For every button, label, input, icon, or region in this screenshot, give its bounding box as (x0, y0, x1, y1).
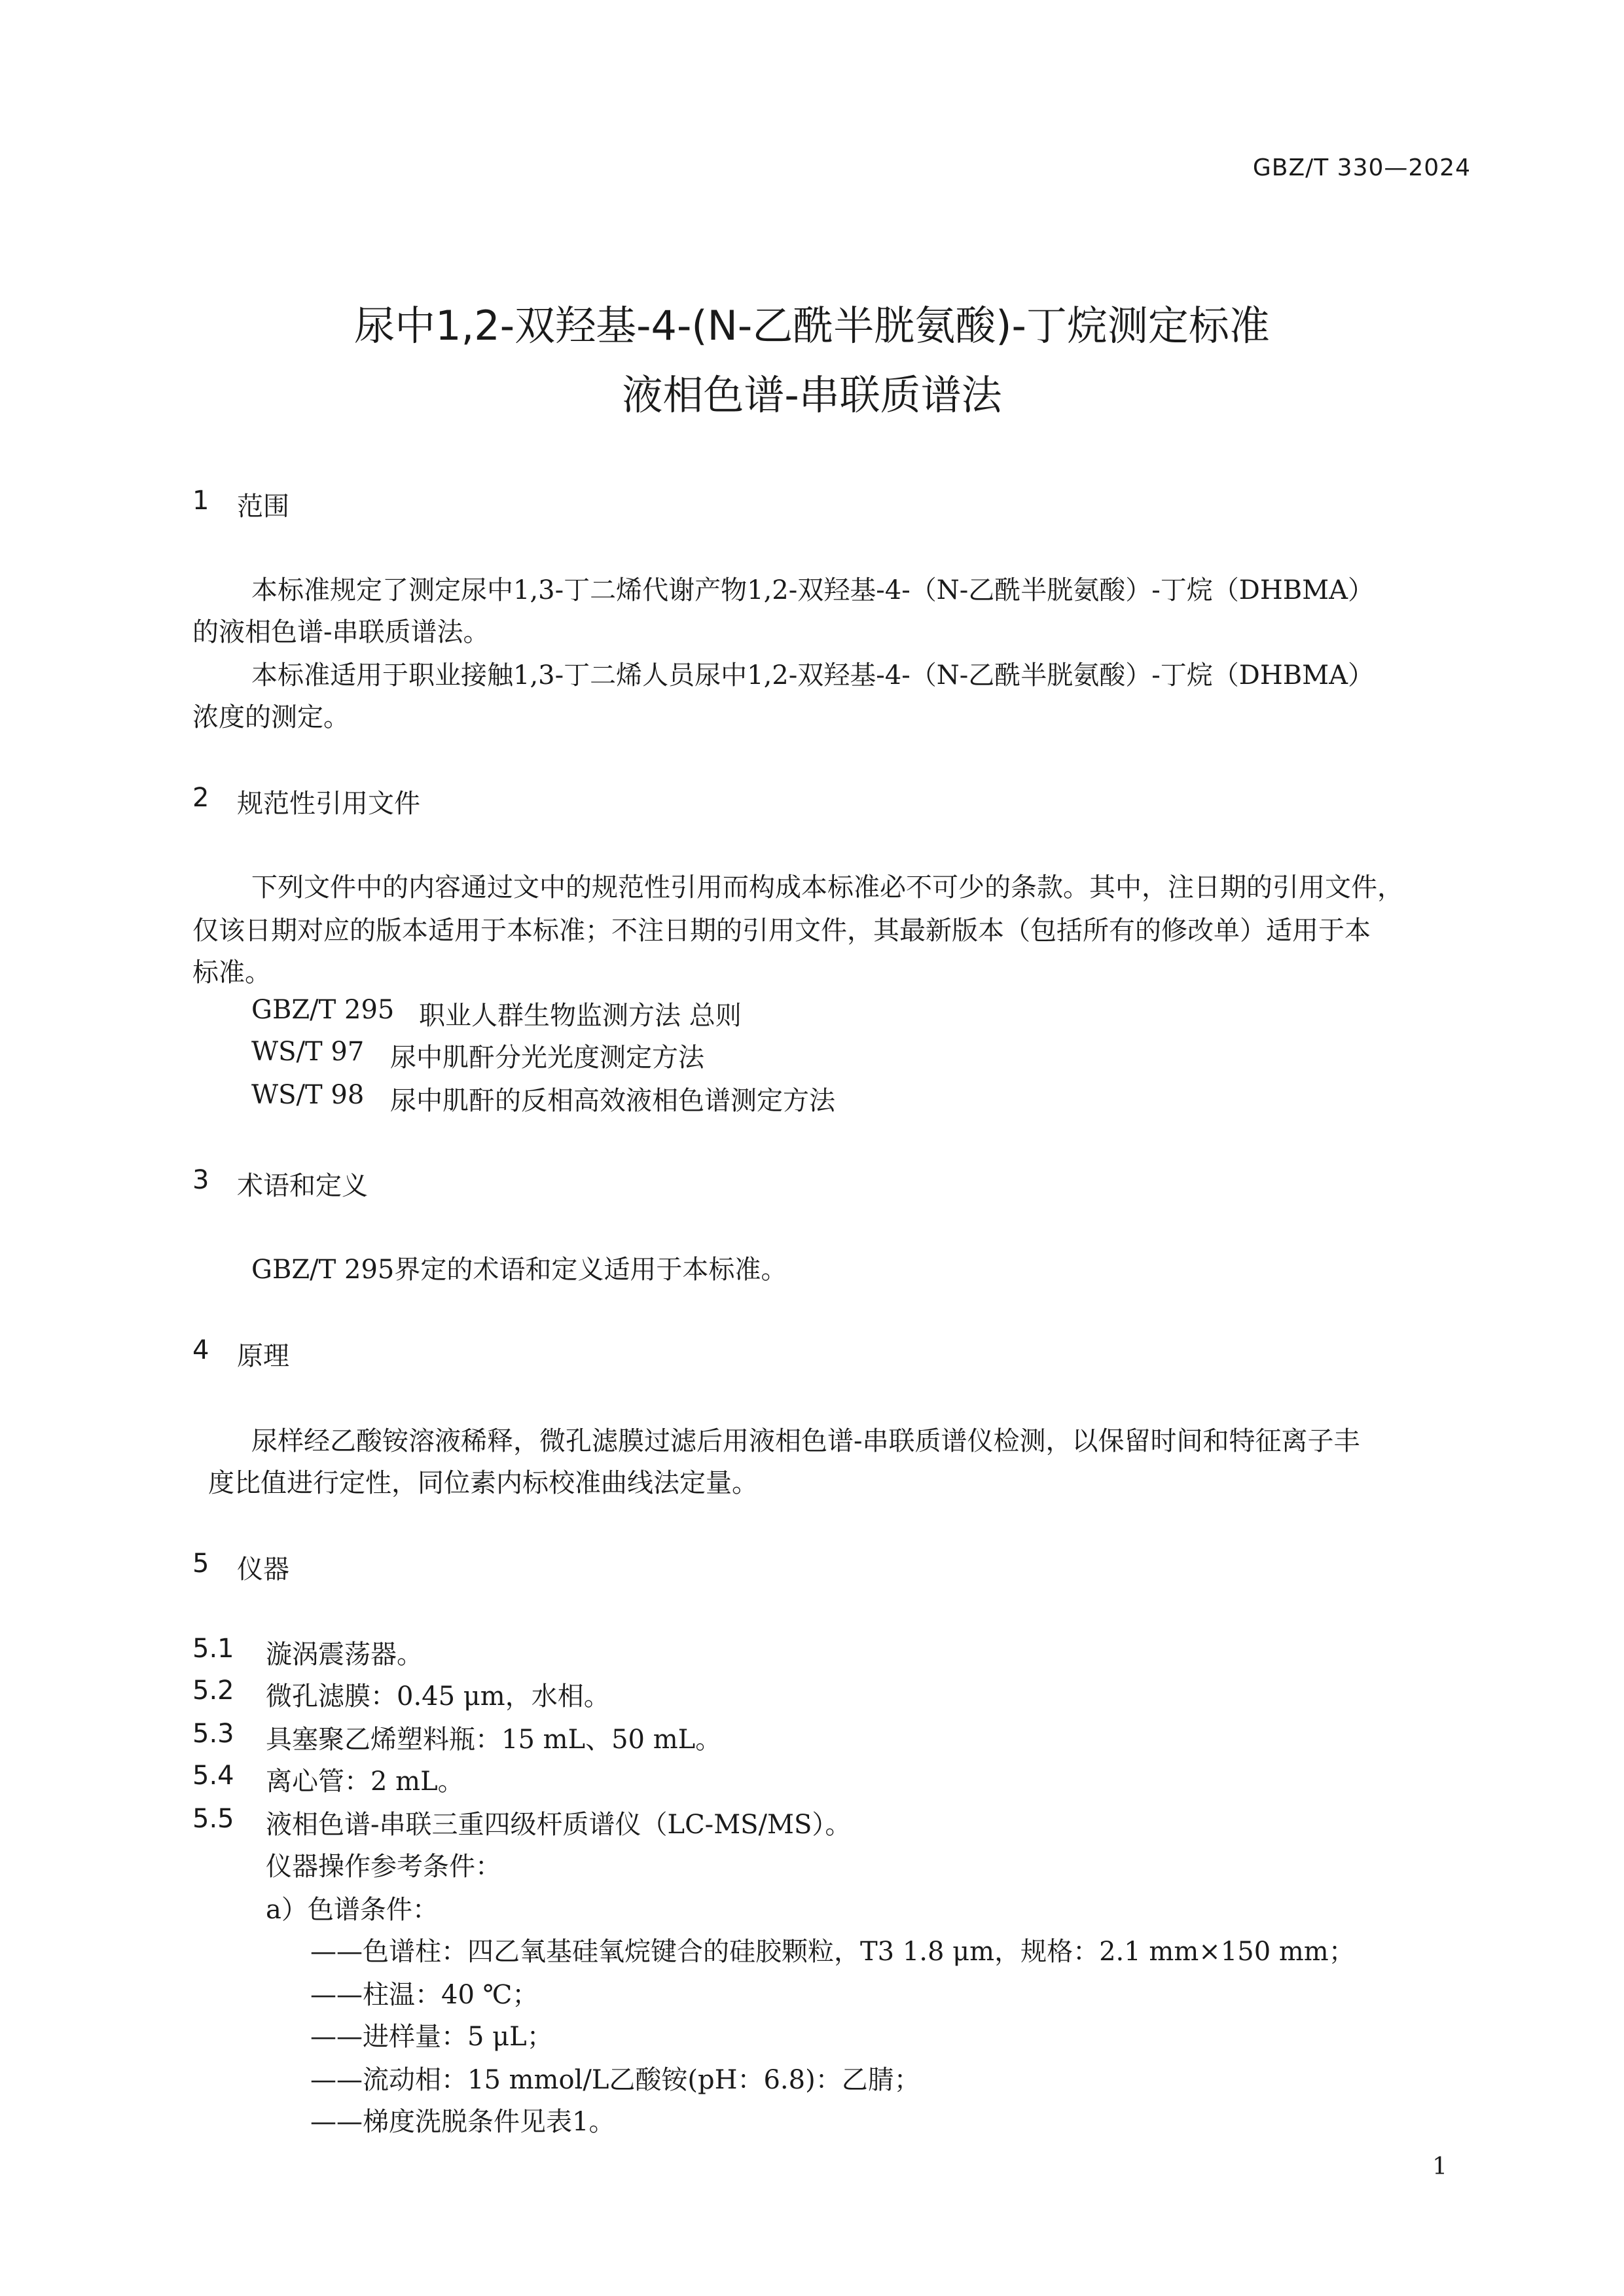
page-number: 1 (1432, 2153, 1447, 2180)
item-number: 5.4 (192, 1761, 234, 1791)
list-label: a）色谱条件： (266, 1895, 439, 1925)
item-text: 漩涡震荡器。 (266, 1640, 423, 1670)
standard-number: GBZ/T 330—2024 (1252, 154, 1471, 181)
doc-title-line1: 尿中1,2-双羟基-4-(N-乙酰半胱氨酸)-丁烷测定标准 (354, 302, 1270, 350)
paragraph-line: 的液相色谱-串联质谱法。 (192, 617, 490, 647)
paragraph-line: GBZ/T 295界定的术语和定义适用于本标准。 (251, 1255, 787, 1285)
paragraph-line: 本标准适用于职业接触1,3-丁二烯人员尿中1,2-双羟基-4-（N-乙酰半胱氨酸）-丁烷（DHBMA） (251, 660, 1374, 691)
dash-item: ——进样量：5 μL； (310, 2022, 553, 2052)
reference-title: 尿中肌酐分光光度测定方法 (390, 1043, 704, 1073)
reference-code: GBZ/T 295 (251, 995, 395, 1025)
dash-item: ——流动相：15 mmol/L乙酸铵(pH：6.8)：乙腈； (310, 2065, 920, 2095)
paragraph-line: 浓度的测定。 (192, 702, 350, 732)
doc-title-line2: 液相色谱-串联质谱法 (622, 371, 1002, 419)
section-number: 5 (192, 1549, 209, 1579)
dash-item: ——梯度洗脱条件见表1。 (310, 2107, 615, 2137)
paragraph-line: 下列文件中的内容通过文中的规范性引用而构成本标准必不可少的条款。其中，注日期的引用文件， (251, 872, 1403, 903)
item-number: 5.3 (192, 1719, 234, 1749)
section-number: 1 (192, 486, 209, 516)
item-number: 5.2 (192, 1676, 234, 1706)
dash-item: ——色谱柱：四乙氧基硅氧烷键合的硅胶颗粒，T3 1.8 μm，规格：2.1 mm×150 mm； (310, 1937, 1355, 1967)
section-number: 3 (192, 1165, 209, 1195)
reference-code: WS/T 98 (251, 1080, 365, 1110)
reference-code: WS/T 97 (251, 1037, 365, 1067)
reference-title: 尿中肌酐的反相高效液相色谱测定方法 (390, 1086, 835, 1116)
paragraph-line: 仅该日期对应的版本适用于本标准；不注日期的引用文件，其最新版本（包括所有的修改单）适用于本 (192, 916, 1371, 946)
section-number: 4 (192, 1335, 209, 1365)
item-text: 微孔滤膜：0.45 μm，水相。 (266, 1681, 610, 1712)
paragraph-line: 本标准规定了测定尿中1,3-丁二烯代谢产物1,2-双羟基-4-（N-乙酰半胱氨酸）-丁烷（DHBMA） (251, 575, 1374, 605)
paragraph-line: 仪器操作参考条件： (266, 1852, 501, 1882)
section-heading: 范围 (237, 492, 289, 522)
item-text: 液相色谱-串联三重四级杆质谱仪（LC-MS/MS）。 (266, 1810, 852, 1840)
dash-item: ——柱温：40 ℃； (310, 1980, 539, 2010)
section-heading: 规范性引用文件 (237, 789, 420, 819)
reference-title: 职业人群生物监测方法 总则 (419, 1001, 742, 1031)
paragraph-line: 标准。 (192, 958, 271, 988)
paragraph-line: 尿样经乙酸铵溶液稀释，微孔滤膜过滤后用液相色谱-串联质谱仪检测，以保留时间和特征离子丰 (251, 1426, 1360, 1456)
section-heading: 仪器 (237, 1554, 289, 1585)
item-text: 离心管：2 mL。 (266, 1767, 464, 1797)
item-text: 具塞聚乙烯塑料瓶：15 mL、50 mL。 (266, 1725, 722, 1755)
section-heading: 原理 (237, 1341, 289, 1371)
paragraph-line: 度比值进行定性，同位素内标校准曲线法定量。 (208, 1468, 758, 1498)
item-number: 5.5 (192, 1804, 234, 1834)
section-heading: 术语和定义 (237, 1171, 368, 1201)
item-number: 5.1 (192, 1634, 234, 1664)
section-number: 2 (192, 783, 209, 813)
